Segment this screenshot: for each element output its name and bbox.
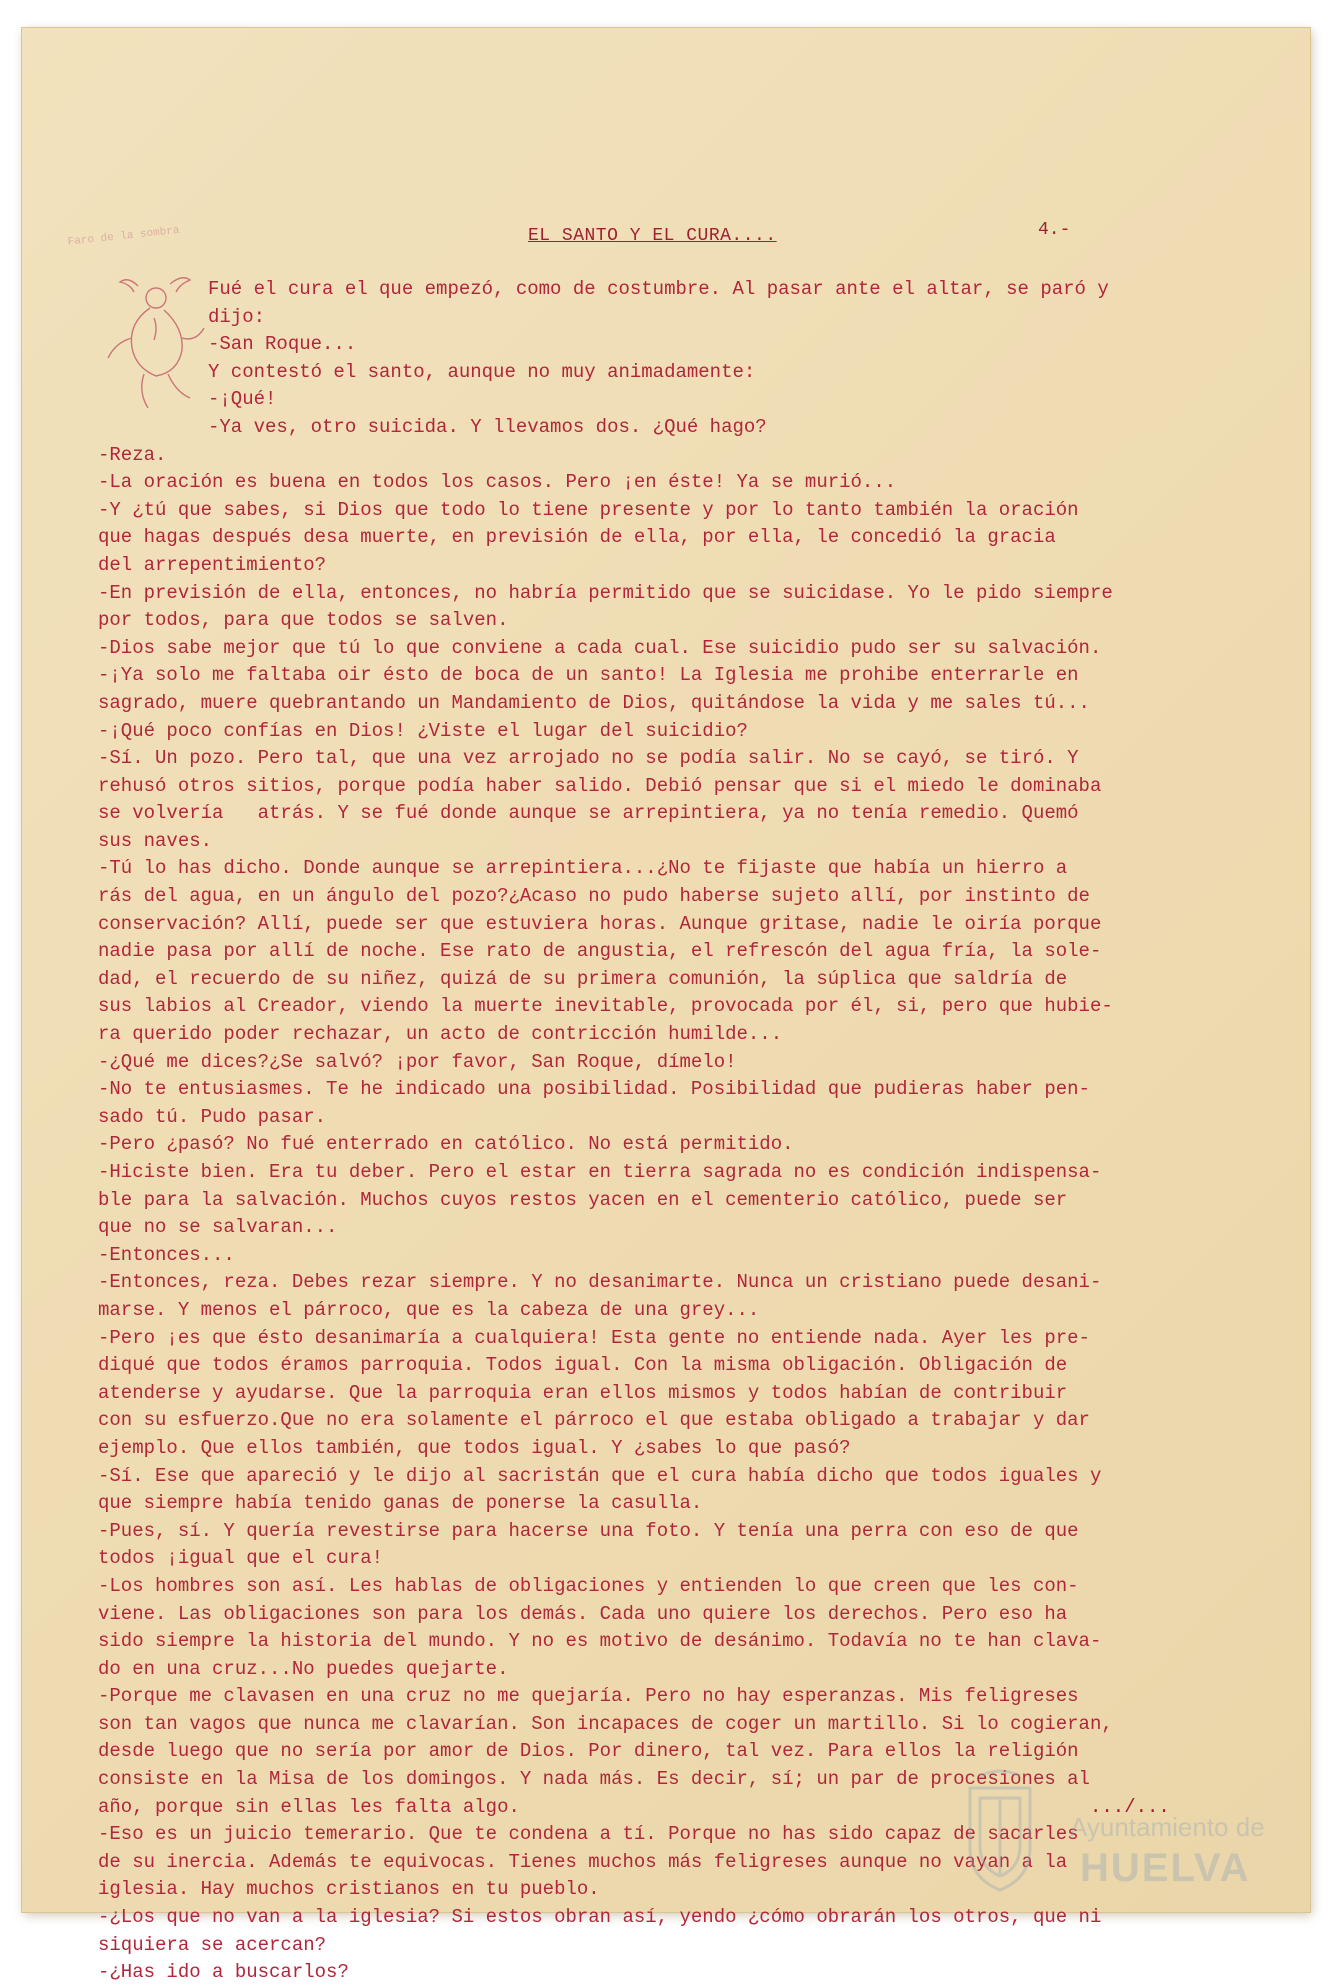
text-line: con su esfuerzo.Que no era solamente el párroco el que estaba obligado a trabajar y dar (98, 1409, 1090, 1432)
text-line: conservación? Allí, puede ser que estuviera horas. Aunque gritase, nadie le oiría porque (98, 912, 1102, 935)
text-line: todos ¡igual que el cura! (98, 1547, 384, 1570)
text-line: -Y ¿tú que sabes, si Dios que todo lo tiene presente y por lo tanto también la oración (98, 498, 1079, 521)
watermark (950, 1768, 1290, 1908)
text-line: ejemplo. Que ellos también, que todos igual. Y ¿sabes lo que pasó? (98, 1436, 851, 1459)
text-line: consiste en la Misa de los domingos. Y nada más. Es decir, sí; un par de procesiones al (98, 1768, 1090, 1791)
watermark-line2: HUELVA (1080, 1846, 1251, 1890)
text-line: -No te entusiasmes. Te he indicado una posibilidad. Posibilidad que pudieras haber pen- (98, 1078, 1090, 1101)
stamp-text: Faro de la sombra (67, 224, 181, 249)
text-line: que siempre había tenido ganas de ponerse la casulla. (98, 1492, 703, 1515)
text-line: año, porque sin ellas les falta algo. (98, 1795, 520, 1818)
text-line: -Sí. Un pozo. Pero tal, que una vez arrojado no se podía salir. No se cayó, se tiró. Y (98, 747, 1079, 770)
text-line: -Entonces, reza. Debes rezar siempre. Y no desanimarte. Nunca un cristiano puede desani- (98, 1271, 1102, 1294)
text-line: sus labios al Creador, viendo la muerte inevitable, provocada por él, si, pero que hubie- (98, 995, 1113, 1018)
text-line: desde luego que no sería por amor de Dios. Por dinero, tal vez. Para ellos la religión (98, 1740, 1079, 1763)
text-line: -Pero ¿pasó? No fué enterrado en católico. No está permitido. (98, 1133, 794, 1156)
text-line: rehusó otros sitios, porque podía haber salido. Debió pensar que si el miedo le dominaba (98, 774, 1102, 797)
text-line: dijo: (208, 305, 266, 328)
text-line: rás del agua, en un ángulo del pozo?¿Acaso no pudo haberse sujeto allí, por instinto de (98, 885, 1090, 908)
text-line: -¿Los que no van a la iglesia? Si estos obran así, yendo ¿cómo obrarán los otros, que ni (98, 1906, 1102, 1929)
text-line: siquiera se acercan? (98, 1933, 327, 1956)
text-line: -¿Has ido a buscarlos? (98, 1961, 349, 1984)
text-line: -Los hombres son así. Les hablas de obligaciones y entienden lo que creen que les con- (98, 1574, 1079, 1597)
text-line: -Entonces... (98, 1243, 235, 1266)
coat-of-arms-icon (950, 1768, 1050, 1898)
text-line: se volvería atrás. Y se fué donde aunque se arrepintiera, ya no tenía remedio. Quemó (98, 802, 1079, 825)
text-line: -Pero ¡es que ésto desanimaría a cualquiera! Esta gente no entiende nada. Ayer les pre- (98, 1326, 1090, 1349)
text-line: -Pues, sí. Y quería revestirse para hacerse una foto. Y tenía una perra con eso de que (98, 1519, 1079, 1542)
text-line: -Dios sabe mejor que tú lo que conviene a cada cual. Ese suicidio pudo ser su salvación. (98, 636, 1102, 659)
text-line: -Eso es un juicio temerario. Que te condena a tí. Porque no has sido capaz de sacarles (98, 1823, 1079, 1846)
text-line: -Reza. (98, 443, 167, 466)
text-line: -¡Ya solo me faltaba oir ésto de boca de un santo! La Iglesia me prohibe enterrarle en (98, 664, 1079, 687)
text-line: -Porque me clavasen en una cruz no me quejaría. Pero no hay esperanzas. Mis feligreses (98, 1685, 1079, 1708)
text-line: Fué el cura el que empezó, como de costumbre. Al pasar ante el altar, se paró y (208, 278, 1109, 300)
text-line: viene. Las obligaciones son para los demás. Cada uno quiere los derechos. Pero eso ha (98, 1602, 1068, 1625)
text-line: de su inercia. Además te equivocas. Tienes muchos más feligreses aunque no vayan a la (98, 1850, 1068, 1873)
text-line: Y contestó el santo, aunque no muy animadamente: (208, 360, 756, 383)
text-line: -La oración es buena en todos los casos. Pero ¡en éste! Ya se murió... (98, 471, 897, 494)
body-text (98, 276, 1258, 1987)
text-line: -¿Qué me dices?¿Se salvó? ¡por favor, San Roque, dímelo! (98, 1050, 737, 1073)
text-line: sagrado, muere quebrantando un Mandamiento de Dios, quitándose la vida y me sales tú... (98, 691, 1090, 714)
text-line: -¡Qué! (208, 388, 277, 411)
text-line: son tan vagos que nunca me clavarían. Son incapaces de coger un martillo. Si lo cogieran, (98, 1712, 1113, 1735)
text-line: -En previsión de ella, entonces, no habría permitido que se suicidase. Yo le pido siempre (98, 581, 1113, 604)
text-line: -Tú lo has dicho. Donde aunque se arrepintiera...¿No te fijaste que había un hierro a (98, 857, 1068, 880)
text-line: -Hiciste bien. Era tu deber. Pero el estar en tierra sagrada no es condición indispensa- (98, 1161, 1102, 1183)
text-line: -San Roque... (208, 333, 357, 356)
document-page (22, 28, 1310, 1984)
document-title: EL SANTO Y EL CURA.... (528, 226, 777, 246)
text-line: sus naves. (98, 829, 213, 852)
text-line: dad, el recuerdo de su niñez, quizá de su primera comunión, la súplica que saldría de (98, 967, 1068, 990)
text-line: del arrepentimiento? (98, 553, 327, 576)
text-line: sado tú. Pudo pasar. (98, 1105, 327, 1128)
text-line: que no se salvaran... (98, 1216, 338, 1239)
page-number: 4.- (1038, 220, 1071, 240)
continuation-mark: .../... (1090, 1796, 1170, 1818)
text-line: iglesia. Hay muchos cristianos en tu pueblo. (98, 1878, 600, 1901)
text-line: -Sí. Ese que apareció y le dijo al sacristán que el cura había dicho que todos iguales y (98, 1464, 1102, 1487)
text-line: diqué que todos éramos parroquia. Todos igual. Con la misma obligación. Obligación de (98, 1354, 1068, 1377)
watermark-line1: Ayuntamiento de (1070, 1812, 1265, 1842)
text-line: do en una cruz...No puedes quejarte. (98, 1657, 509, 1680)
text-line: marse. Y menos el párroco, que es la cabeza de una grey... (98, 1298, 760, 1321)
text-line: sido siempre la historia del mundo. Y no es motivo de desánimo. Todavía no te han clava- (98, 1630, 1102, 1653)
text-line: ra querido poder rechazar, un acto de contricción humilde... (98, 1023, 783, 1046)
text-line: ble para la salvación. Muchos cuyos restos yacen en el cementerio católico, puede ser (98, 1188, 1068, 1211)
text-line: -¡Qué poco confías en Dios! ¿Viste el lugar del suicidio? (98, 719, 748, 742)
text-line: -Ya ves, otro suicida. Y llevamos dos. ¿Qué hago? (208, 415, 767, 438)
text-line: nadie pasa por allí de noche. Ese rato de angustia, el refrescón del agua fría, la sole- (98, 940, 1102, 963)
text-line: atenderse y ayudarse. Que la parroquia eran ellos mismos y todos habían de contribuir (98, 1381, 1068, 1404)
text-line: que hagas después desa muerte, en previsión de ella, por ella, le concedió la gracia (98, 526, 1056, 549)
text-line: por todos, para que todos se salven. (98, 609, 509, 632)
